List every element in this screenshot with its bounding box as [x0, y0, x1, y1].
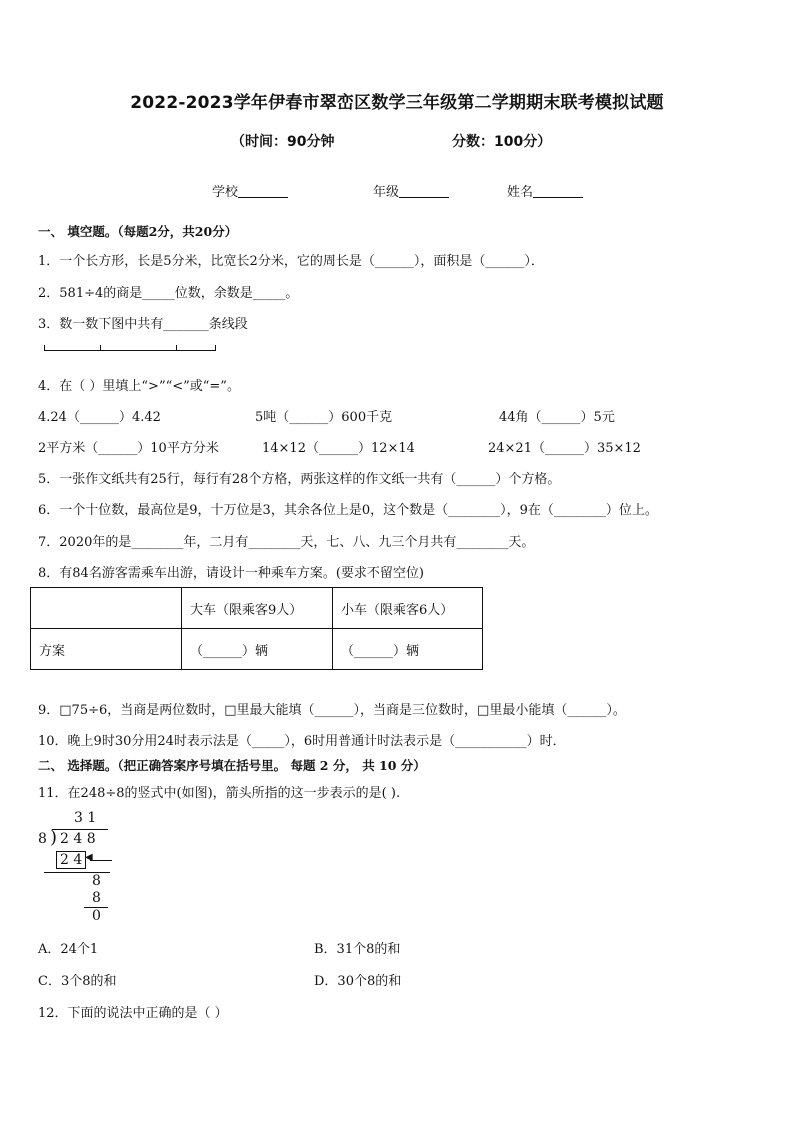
- table-header-big-bus: 大车（限乘客9人）: [182, 588, 333, 629]
- partial-dividend: 8: [92, 873, 101, 889]
- q4-item: 14×12（______）12×14: [262, 441, 415, 456]
- question-12: 12．下面的说法中正确的是（ ）: [38, 1006, 228, 1021]
- segment-figure: [44, 350, 216, 351]
- dividend: 2 4 8: [60, 831, 96, 847]
- arrow-left-icon: ◀: [85, 852, 93, 863]
- partial-product: 8: [92, 890, 101, 906]
- name-blank[interactable]: [533, 183, 583, 198]
- table-header-small-bus: 小车（限乘客6人）: [333, 588, 483, 629]
- highlighted-step: 2 4: [56, 851, 86, 869]
- grade-label: 年级: [373, 185, 400, 200]
- section2-heading: 二、 选择题。（把正确答案序号填在括号里。 每题 2 分， 共 10 分）: [38, 758, 426, 773]
- grade-field: [373, 181, 449, 200]
- question-3: 3．数一数下图中共有_______条线段: [38, 317, 248, 332]
- arrow-shaft: [90, 860, 112, 861]
- question-10: 10．晚上9时30分用24时表示法是（_____），6时用普通计时法表示是（___________）时．: [38, 734, 566, 749]
- school-blank[interactable]: [238, 183, 288, 198]
- page-title: 2022-2023学年伊春市翠峦区数学三年级第二学期期末联考模拟试题: [130, 93, 664, 113]
- question-9: 9．□75÷6，当商是两位数时，□里最大能填（______），当商是三位数时，□里最小能填（______）。: [38, 703, 626, 718]
- q4-item: 2平方米（______）10平方分米: [38, 441, 219, 456]
- option-c[interactable]: C．3个8的和: [38, 974, 117, 989]
- table-row-label: 方案: [31, 629, 182, 670]
- question-6: 6．一个十位数，最高位是9，十万位是3，其余各位上是0，这个数是（________），9在（________）位上。: [38, 503, 658, 518]
- school-label: 学校: [212, 185, 239, 200]
- divisor: 8: [38, 831, 47, 847]
- school-field: [212, 181, 288, 200]
- exam-score: 分数：100分）: [452, 134, 552, 150]
- question-7: 7．2020年的是________年，二月有________天，七、八、九三个月共有________天。: [38, 535, 535, 550]
- quotient: 3 1: [74, 810, 97, 826]
- question-8: 8．有84名游客需乘车出游，请设计一种乘车方案。(要求不留空位): [38, 566, 424, 581]
- question-1: 1．一个长方形，长是5分米，比宽长2分米，它的周长是（______），面积是（______）．: [38, 254, 544, 269]
- name-label: 姓名: [507, 185, 534, 200]
- q4-item: 5吨（______）600千克: [255, 410, 393, 425]
- grade-blank[interactable]: [399, 183, 449, 198]
- question-4: 4．在（ ）里填上“>”“<”或“=”。: [38, 379, 240, 394]
- remainder: 0: [92, 908, 101, 924]
- option-a[interactable]: A．24个1: [38, 942, 99, 957]
- section1-heading: 一、 填空题。（每题2分，共20分）: [38, 224, 238, 239]
- table-corner: [31, 588, 182, 629]
- q4-item: 4.24（______）4.42: [38, 410, 161, 425]
- question-11: 11．在248÷8的竖式中(如图)，箭头所指的这一步表示的是( ).: [38, 786, 401, 801]
- question-2: 2．581÷4的商是_____位数，余数是_____。: [38, 286, 299, 301]
- segment-tick: [100, 345, 101, 351]
- q4-item: 44角（______）5元: [499, 410, 615, 425]
- long-division-figure: [36, 810, 156, 924]
- q4-item: 24×21（______）35×12: [488, 441, 641, 456]
- division-bar: [52, 829, 108, 830]
- table-cell-small-bus[interactable]: （______）辆: [333, 629, 483, 670]
- segment-tick: [44, 345, 45, 351]
- segment-tick: [176, 345, 177, 351]
- table-cell-big-bus[interactable]: （______）辆: [182, 629, 333, 670]
- name-field: [507, 181, 583, 200]
- option-d[interactable]: D．30个8的和: [314, 974, 402, 989]
- exam-time: （时间：90分钟: [231, 134, 335, 150]
- division-bracket: ): [50, 827, 58, 848]
- question-5: 5．一张作文纸共有25行，每行有28个方格，两张这样的作文纸一共有（______）个方格。: [38, 472, 561, 487]
- segment-tick: [215, 345, 216, 351]
- option-b[interactable]: B．31个8的和: [314, 942, 401, 957]
- plan-table: [30, 587, 483, 670]
